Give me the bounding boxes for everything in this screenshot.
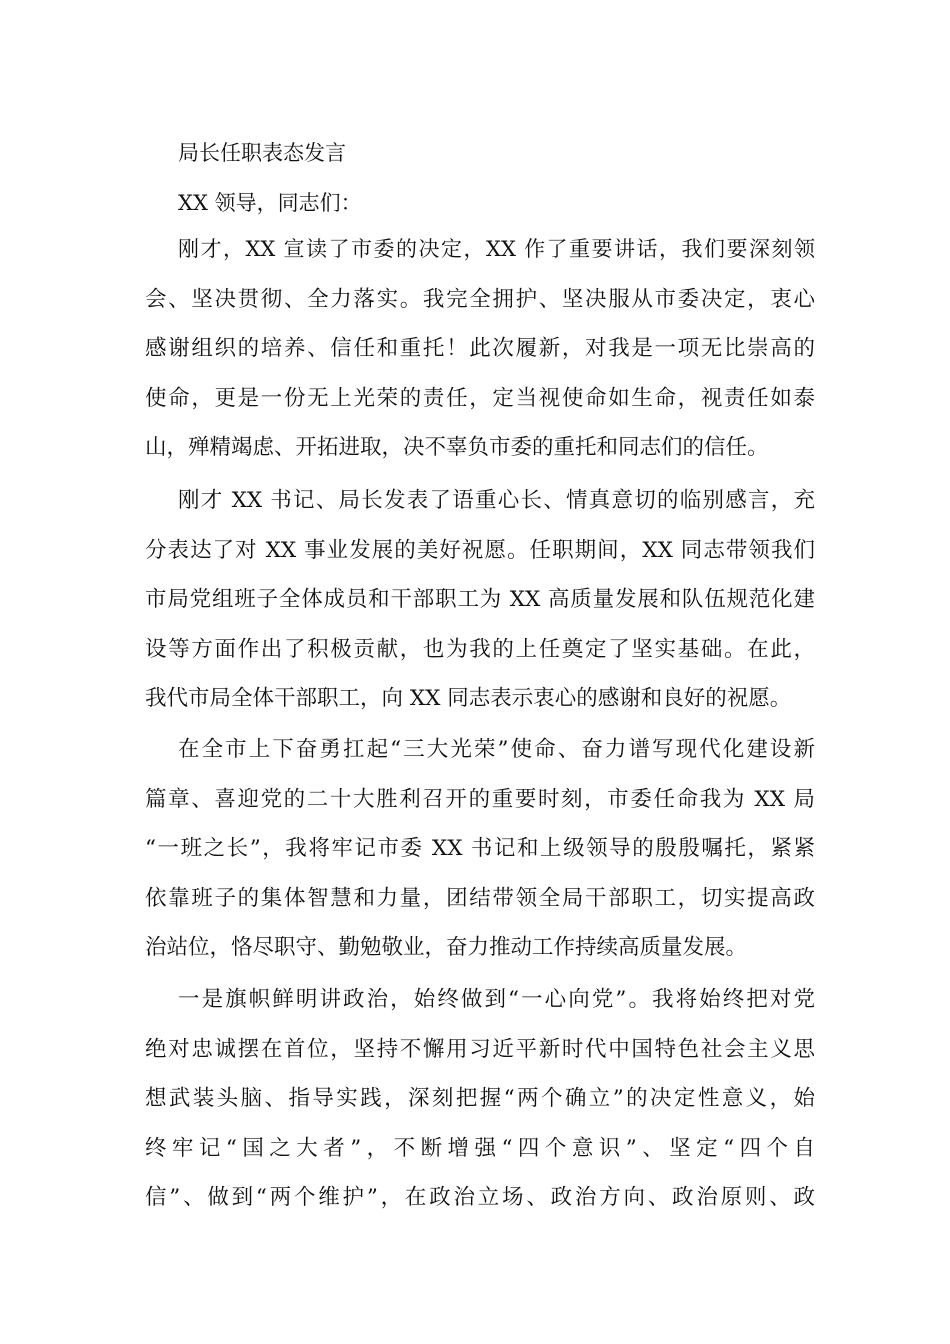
paragraph-line: 市局党组班子全体成员和干部职工为 XX 高质量发展和队伍规范化建 (145, 587, 815, 612)
paragraph (145, 975, 815, 1223)
paragraph (145, 476, 815, 724)
paragraph-line: 一是旗帜鲜明讲政治，始终做到“一心向党”。我将始终把对党 (178, 987, 815, 1012)
paragraph-line: 我代市局全体干部职工，向 XX 同志表示衷心的感谢和良好的祝愿。 (145, 686, 792, 711)
paragraph-line: 分表达了对 XX 事业发展的美好祝愿。任职期间，XX 同志带领我们 (145, 537, 815, 563)
paragraph-line: 刚才，XX 宣读了市委的决定，XX 作了重要讲话，我们要深刻领 (178, 237, 815, 261)
paragraph-line: 想武装头脑、指导实践，深刻把握“两个确立”的决定性意义，始 (145, 1086, 815, 1111)
salutation: XX 领导，同志们： (178, 191, 362, 215)
paragraph-line: 使命，更是一份无上光荣的责任，定当视使命如生命，视责任如泰 (145, 385, 815, 411)
paragraph-line: 刚才 XX 书记、局长发表了语重心长、情真意切的临别感言，充 (178, 488, 815, 513)
paragraph-line: 信”、做到“两个维护”，在政治立场、政治方向、政治原则、政 (145, 1185, 815, 1210)
paragraph-line: 山，殚精竭虑、开拓进取，决不辜负市委的重托和同志们的信任。 (145, 435, 769, 460)
paragraph-line: 终牢记“国之大者”，不断增强“四个意识”、坚定“四个自 (145, 1135, 815, 1161)
paragraph-line: 在全市上下奋勇扛起“三大光荣”使命、奋力谱写现代化建设新 (178, 737, 815, 762)
paragraph (145, 725, 815, 973)
document-title: 局长任职表态发言 (178, 141, 346, 165)
paragraph (145, 225, 815, 473)
paragraph-line: 篇章、喜迎党的二十大胜利召开的重要时刻，市委任命我为 XX 局 (145, 786, 815, 812)
paragraph-line: “一班之长”，我将牢记市委 XX 书记和上级领导的殷殷嘱托，紧紧 (145, 836, 815, 861)
paragraph-line: 绝对忠诚摆在首位，坚持不懈用习近平新时代中国特色社会主义思 (145, 1036, 815, 1062)
paragraph-line: 依靠班子的集体智慧和力量，团结带领全局干部职工，切实提高政 (145, 885, 815, 911)
paragraph-line: 治站位，恪尽职守、勤勉敬业，奋力推动工作持续高质量发展。 (145, 935, 748, 960)
paragraph-line: 会、坚决贯彻、全力落实。我完全拥护、坚决服从市委决定，衷心 (145, 286, 815, 312)
paragraph-line: 设等方面作出了积极贡献，也为我的上任奠定了坚实基础。在此， (145, 636, 815, 662)
paragraph-line: 感谢组织的培养、信任和重托！此次履新，对我是一项无比崇高的 (145, 336, 815, 361)
